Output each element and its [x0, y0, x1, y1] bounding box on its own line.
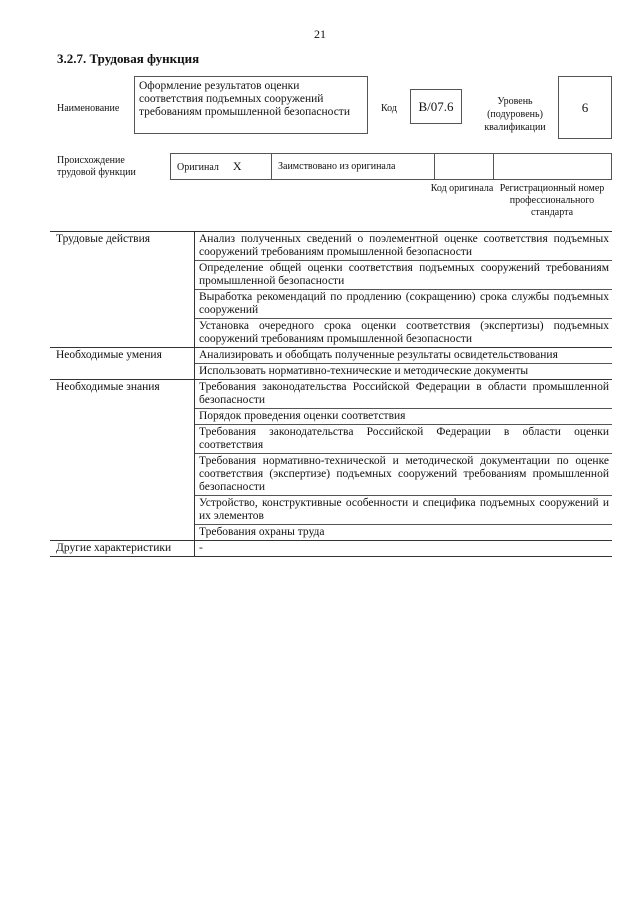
- page-number: 21: [314, 27, 326, 41]
- original-code-cell: [435, 154, 494, 180]
- competency-table: [50, 231, 612, 557]
- section-title: 3.2.7. Трудовая функция: [57, 51, 200, 66]
- original-cell: [171, 154, 272, 180]
- registration-number-caption: Регистрационный номер профессионального стандарта: [499, 183, 605, 218]
- registration-number-cell: [494, 154, 612, 180]
- qualification-level-label: Уровень (подуровень) квалификации: [484, 96, 546, 133]
- function-code-box: B/07.6: [410, 89, 462, 124]
- original-code-caption: Код оригинала: [430, 183, 494, 194]
- section-item: Использовать нормативно-технические и методические документы: [199, 365, 529, 377]
- section-item: Установка очередного срока оценки соответствия (экспертизы) подъемных сооружений требованиям промышленной безопасности: [199, 320, 609, 345]
- section-item: Требования охраны труда: [199, 526, 325, 538]
- origin-table: [170, 153, 612, 180]
- section-item: Анализировать и обобщать полученные результаты освидетельствования: [195, 348, 613, 364]
- section-item: Анализ полученных сведений о поэлементной оценке соответствия подъемных сооружений требованиям промышленной безопасности: [195, 232, 613, 261]
- section-heading: Необходимые умения: [50, 348, 195, 380]
- table-row: [50, 348, 612, 364]
- borrowed-label: Заимствовано из оригинала: [278, 161, 396, 172]
- section-item: Требования законодательства Российской Федерации в области оценки соответствия: [195, 425, 613, 454]
- original-mark: X: [232, 159, 242, 173]
- qualification-level-box: 6: [558, 76, 612, 139]
- section-item: Устройство, конструктивные особенности и специфика подъемных сооружений и их элементов: [195, 496, 613, 525]
- origin-label: Происхождение трудовой функции: [57, 155, 136, 178]
- section-item: Выработка рекомендаций по продлению (сокращению) срока службы подъемных сооружений: [195, 290, 613, 319]
- section-item: Порядок проведения оценки соответствия: [195, 409, 613, 425]
- section-item: Определение общей оценки соответствия подъемных сооружений требованиям промышленной безопасности: [195, 261, 613, 290]
- section-item: -: [195, 541, 613, 557]
- section-heading: Необходимые знания: [50, 380, 195, 541]
- section-item: Требования нормативно-технической и методической документации по оценке соответствия (экспертизе) подъемных сооружений требованиям промышленной безопасности: [195, 454, 613, 496]
- borrowed-cell: [272, 154, 435, 180]
- name-label: Наименование: [57, 103, 120, 114]
- section-heading: Трудовые действия: [50, 232, 195, 348]
- table-row: [50, 541, 612, 557]
- table-row: [50, 380, 612, 409]
- section-item: Требования законодательства Российской Федерации в области промышленной безопасности: [195, 380, 613, 409]
- original-label: Оригинал: [177, 162, 219, 173]
- code-label: Код: [381, 103, 397, 114]
- function-name-box: Оформление результатов оценки соответствия подъемных сооружений требованиям промышленной безопасности: [134, 76, 368, 134]
- section-heading: Другие характеристики: [50, 541, 195, 557]
- table-row: [50, 232, 612, 261]
